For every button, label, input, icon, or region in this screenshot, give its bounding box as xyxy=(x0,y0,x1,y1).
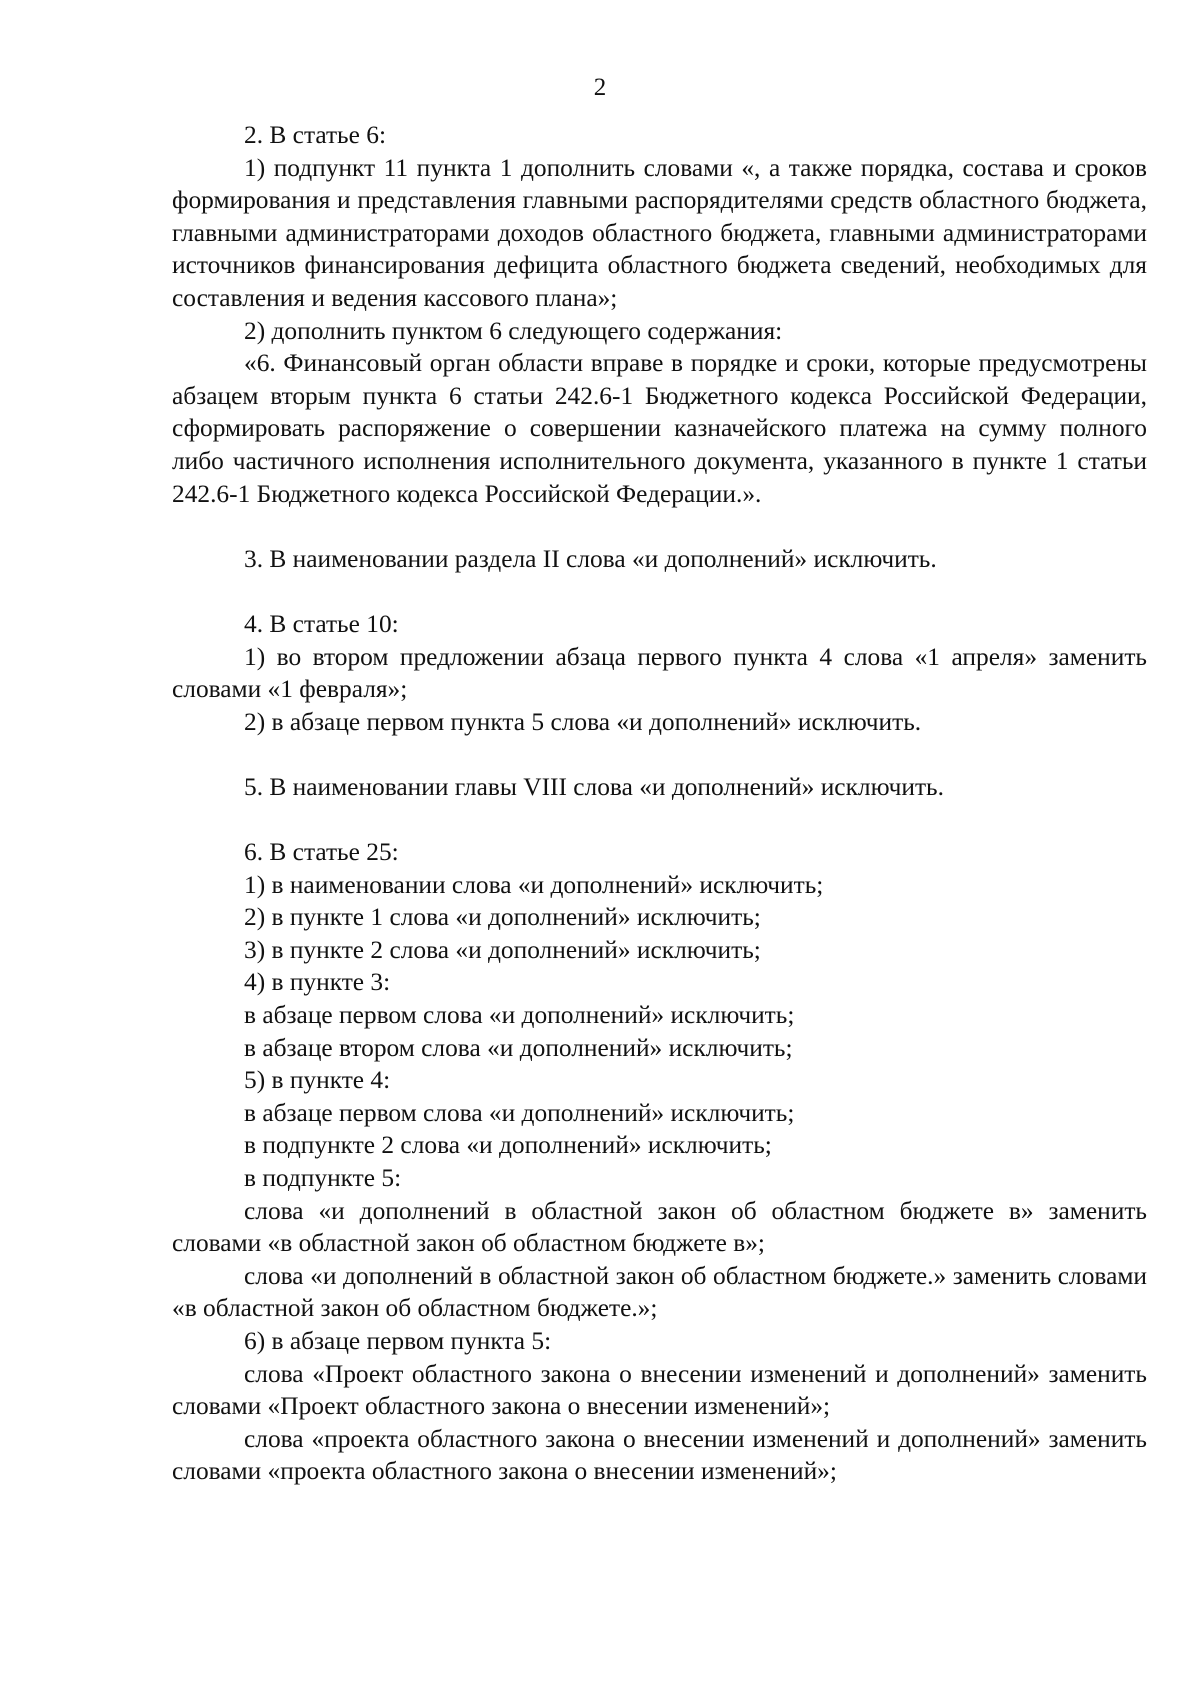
paragraph: 1) во втором предложении абзаца первого пункта 4 слова «1 апреля» заменить словами «1 февраля»; xyxy=(172,642,1147,704)
paragraph-spacer xyxy=(172,738,1147,771)
paragraph: 2) в абзаце первом пункта 5 слова «и дополнений» исключить. xyxy=(244,707,922,736)
paragraph: слова «Проект областного закона о внесении изменений и дополнений» заменить словами «Проект областного закона о внесении изменений»; xyxy=(172,1359,1147,1421)
paragraph-spacer xyxy=(172,575,1147,608)
paragraph: 6) в абзаце первом пункта 5: xyxy=(244,1326,552,1355)
paragraph: 2) дополнить пунктом 6 следующего содержания: xyxy=(244,316,783,345)
paragraph-spacer xyxy=(172,803,1147,836)
paragraph: 4) в пункте 3: xyxy=(244,968,391,997)
paragraph: 2) в пункте 1 слова «и дополнений» исключить; xyxy=(244,903,761,932)
paragraph: в подпункте 2 слова «и дополнений» исключить; xyxy=(244,1131,772,1160)
paragraph: 3) в пункте 2 слова «и дополнений» исключить; xyxy=(244,935,761,964)
paragraph-spacer xyxy=(172,510,1147,543)
paragraph: слова «и дополнений в областной закон об областном бюджете.» заменить словами «в областной закон об областном бюджете.»; xyxy=(172,1261,1147,1323)
paragraph: слова «проекта областного закона о внесении изменений и дополнений» заменить словами «проекта областного закона о внесении изменений»; xyxy=(172,1424,1147,1486)
paragraph: в подпункте 5: xyxy=(244,1164,402,1192)
paragraph: «6. Финансовый орган области вправе в порядке и сроки, которые предусмотрены абзацем вторым пункта 6 статьи 242.6-1 Бюджетного кодекса Российской Федерации, сформировать распоряжение о совершении казначейского платежа на сумму полного либо частичного исполнения исполнительного документа, указанного в пункте 1 статьи 242.6-1 Бюджетного кодекса Российской Федерации.». xyxy=(172,349,1147,508)
paragraph: 1) подпункт 11 пункта 1 дополнить словами «, а также порядка, состава и сроков формирования и представления главными распорядителями средств областного бюджета, главными администраторами доходов областного бюджета, главными администраторами источников финансирования дефицита областного бюджета сведений, необходимых для составления и ведения кассового плана»; xyxy=(172,153,1147,312)
document-body xyxy=(172,119,1147,1488)
paragraph: 2. В статье 6: xyxy=(244,121,387,149)
paragraph: 5) в пункте 4: xyxy=(244,1066,391,1095)
paragraph: 5. В наименовании главы VIII слова «и дополнений» исключить. xyxy=(244,772,944,801)
paragraph: 1) в наименовании слова «и дополнений» исключить; xyxy=(244,870,824,899)
paragraph: в абзаце втором слова «и дополнений» исключить; xyxy=(244,1033,793,1062)
paragraph: 3. В наименовании раздела II слова «и дополнений» исключить. xyxy=(244,544,937,573)
paragraph: 4. В статье 10: xyxy=(244,609,399,638)
page-number: 2 xyxy=(593,74,607,101)
paragraph: 6. В статье 25: xyxy=(244,838,399,867)
paragraph: в абзаце первом слова «и дополнений» исключить; xyxy=(244,1098,795,1127)
paragraph: слова «и дополнений в областной закон об областном бюджете в» заменить словами «в областной закон об областном бюджете в»; xyxy=(172,1196,1147,1258)
paragraph: в абзаце первом слова «и дополнений» исключить; xyxy=(244,1001,795,1030)
